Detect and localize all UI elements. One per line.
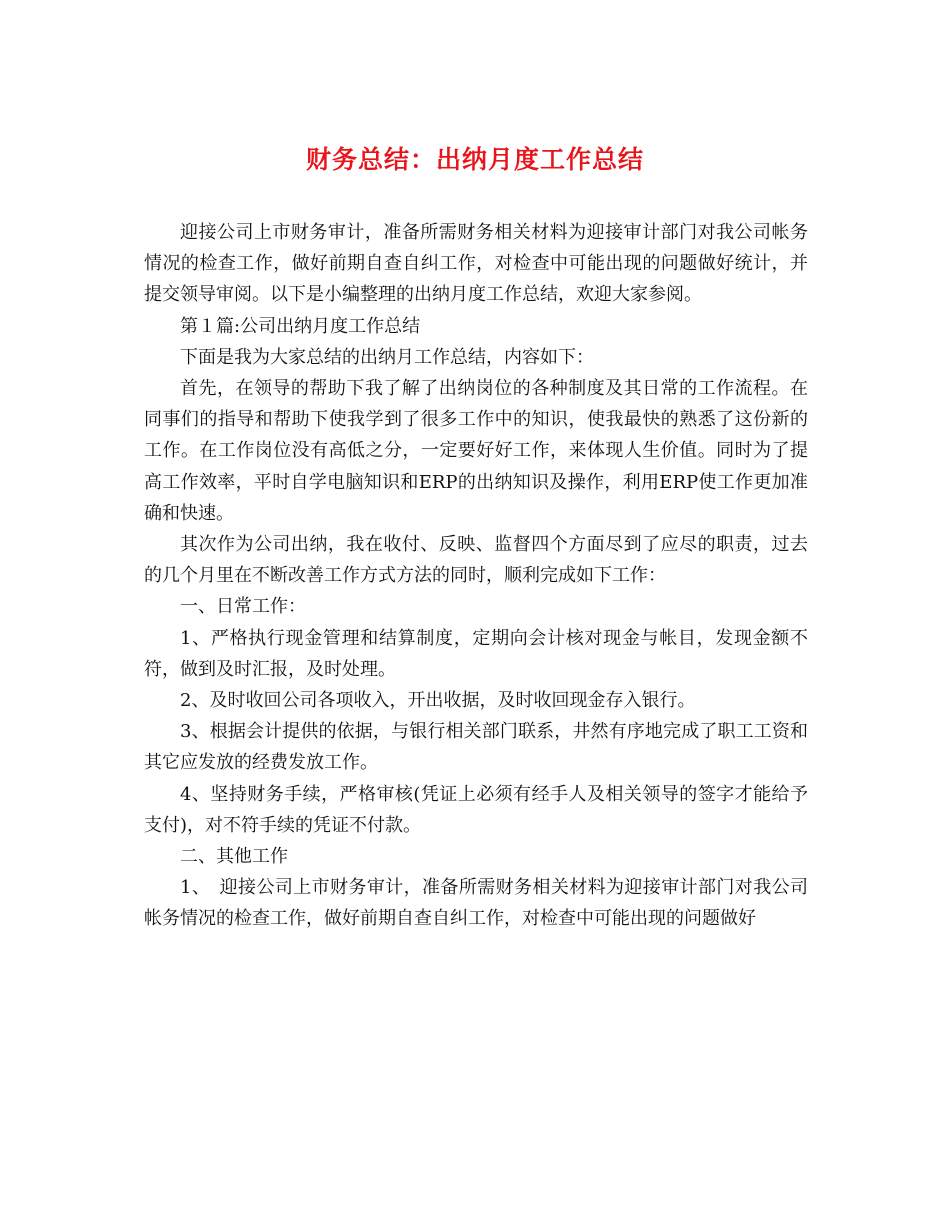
list-item-2: 2、及时收回公司各项收入，开出收据，及时收回现金存入银行。 xyxy=(180,690,696,712)
document-title: 财务总结：出纳月度工作总结 xyxy=(305,145,644,174)
section-heading-part-1: 第１篇:公司出纳月度工作总结 xyxy=(180,315,421,337)
list-item-4: 4、坚持财务手续，严格审核(凭证上必须有经手人及相关领导的签字才能给予支付)，对不符手续的凭证不付款。 xyxy=(144,783,808,836)
paragraph-first: 首先，在领导的帮助下我了解了出纳岗位的各种制度及其日常的工作流程。在同事们的指导和帮助下使我学到了很多工作中的知识，使我最快的熟悉了这份新的工作。在工作岗位没有高低之分，一定要好好工作，来体现人生价值。同时为了提高工作效率，平时自学电脑知识和ERP的出纳知识及操作，利用ERP使工作更加准确和快速。 xyxy=(144,378,808,524)
list-item-3: 3、根据会计提供的依据，与银行相关部门联系，井然有序地完成了职工工资和其它应发放的经费发放工作。 xyxy=(144,721,808,774)
section-heading-daily-work: 一、日常工作： xyxy=(180,596,306,618)
paragraph-intro: 迎接公司上市财务审计，准备所需财务相关材料为迎接审计部门对我公司帐务情况的检查工作，做好前期自查自纠工作，对检查中可能出现的问题做好统计，并提交领导审阅。以下是小编整理的出纳月度工作总结，欢迎大家参阅。 xyxy=(144,222,808,306)
paragraph-lead-in: 下面是我为大家总结的出纳月工作总结，内容如下： xyxy=(180,346,594,368)
list-item-1: 1、严格执行现金管理和结算制度，定期向会计核对现金与帐目，发现金额不符，做到及时汇报，及时处理。 xyxy=(144,627,808,680)
paragraph-second: 其次作为公司出纳，我在收付、反映、监督四个方面尽到了应尽的职责，过去的几个月里在不断改善工作方式方法的同时，顺利完成如下工作： xyxy=(144,534,808,587)
section-heading-other-work: 二、其他工作 xyxy=(180,846,288,868)
document-body xyxy=(144,217,808,935)
other-work-item-1: 1、 迎接公司上市财务审计，准备所需财务相关材料为迎接审计部门对我公司帐务情况的检查工作，做好前期自查自纠工作，对检查中可能出现的问题做好 xyxy=(144,877,808,930)
